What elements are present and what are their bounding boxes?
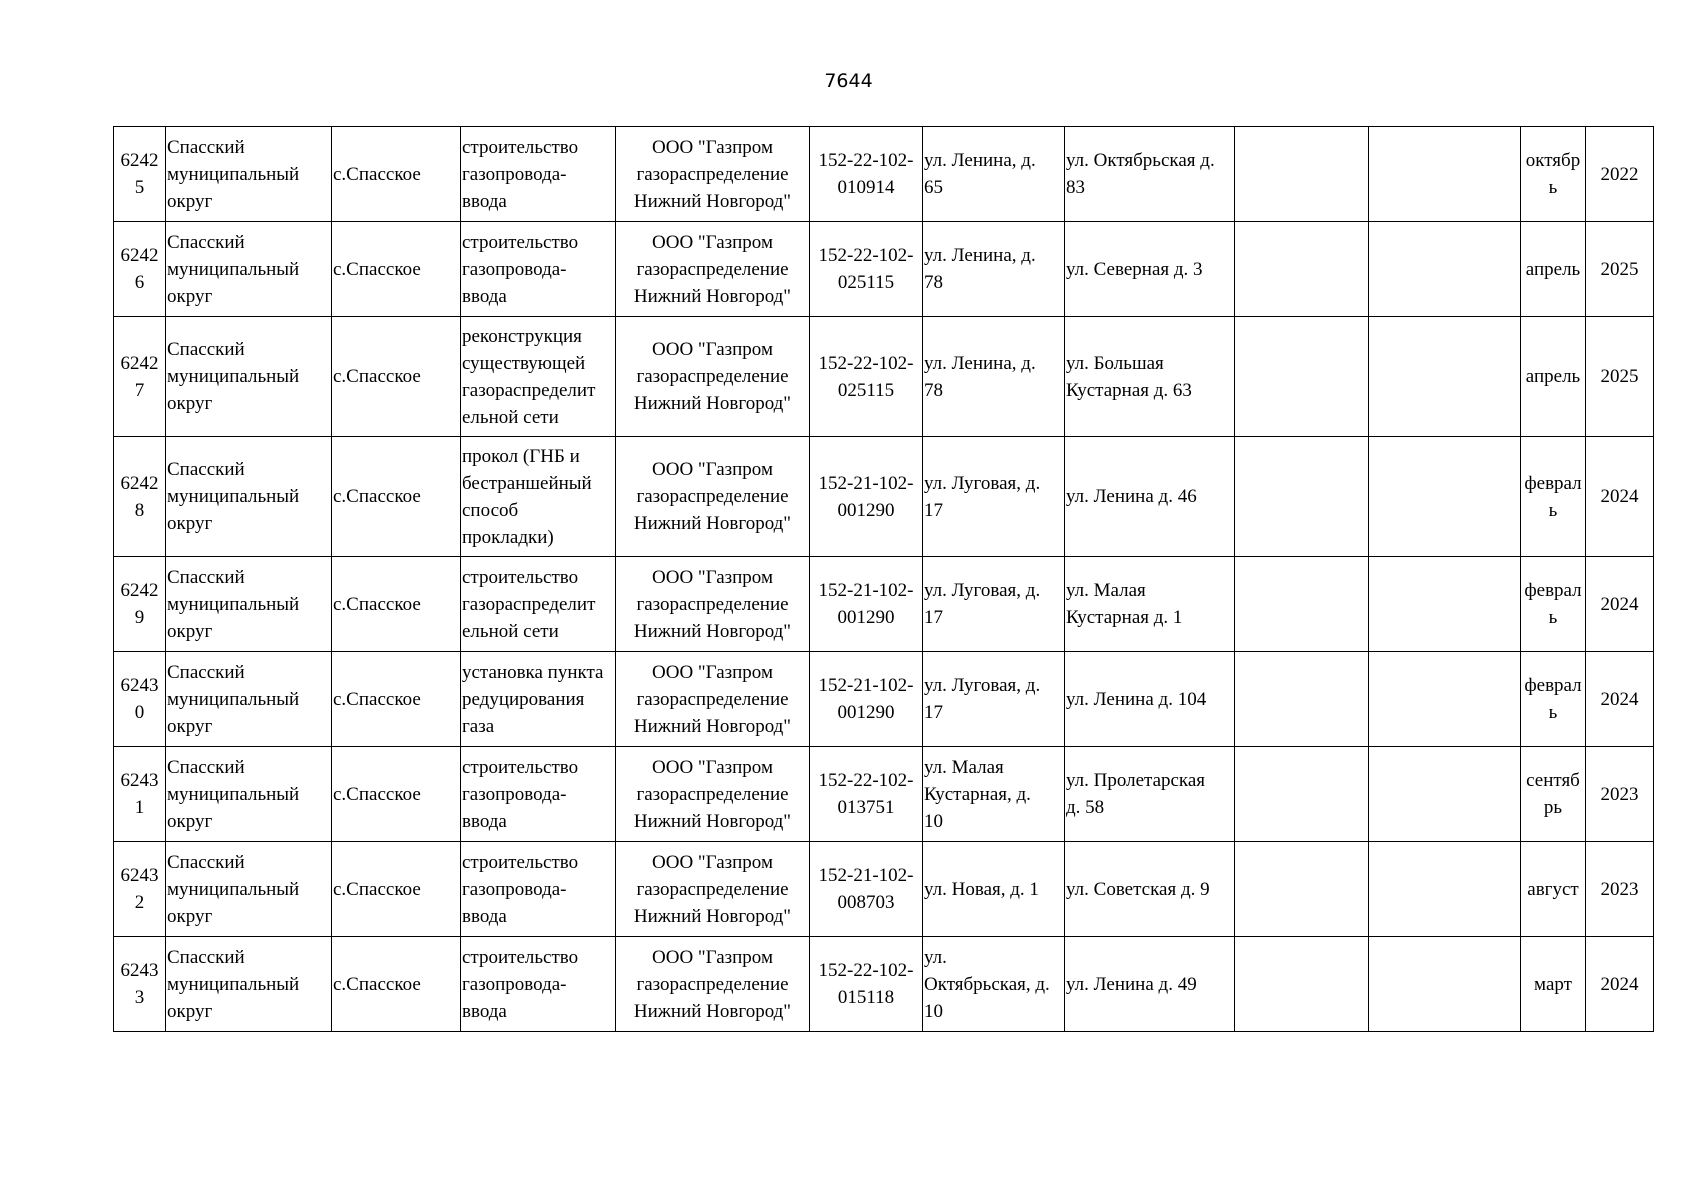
permit-code-cell bbox=[810, 127, 923, 222]
table-row bbox=[114, 842, 1654, 937]
row-number-cell bbox=[114, 842, 166, 937]
locality-text: с.Спасское bbox=[333, 783, 421, 805]
permit-code-text: 152-21-102- 001290 bbox=[818, 580, 914, 628]
year-text: 2024 bbox=[1600, 486, 1639, 507]
month-text: сентяб рь bbox=[1526, 770, 1580, 818]
empty-cell bbox=[1369, 652, 1521, 747]
address-from-text: ул. Луговая, д. 17 bbox=[924, 472, 1041, 521]
locality-cell bbox=[332, 937, 461, 1032]
table-row bbox=[114, 127, 1654, 222]
empty-cell bbox=[1369, 222, 1521, 317]
work-type-text: строительство газопровода- ввода bbox=[462, 136, 579, 212]
organization-text: ООО "Газпром газораспределение Нижний Новгород" bbox=[633, 851, 792, 927]
organization-text: ООО "Газпром газораспределение Нижний Новгород" bbox=[633, 231, 792, 307]
address-to-text: ул. Северная д. 3 bbox=[1066, 258, 1203, 280]
work-type-text: строительство газопровода- ввода bbox=[462, 946, 579, 1022]
row-number-cell bbox=[114, 127, 166, 222]
district-text: Спасский муниципальный округ bbox=[167, 231, 300, 307]
organization-text: ООО "Газпром газораспределение Нижний Новгород" bbox=[633, 661, 792, 737]
work-type-text: реконструкция существующей газораспределит ельной сети bbox=[462, 325, 596, 428]
work-type-text: строительство газопровода- ввода bbox=[462, 851, 579, 927]
empty-cell bbox=[1369, 842, 1521, 937]
locality-cell bbox=[332, 557, 461, 652]
year-cell bbox=[1586, 937, 1654, 1032]
year-cell bbox=[1586, 222, 1654, 317]
permit-code-text: 152-22-102- 025115 bbox=[818, 352, 914, 401]
organization-text: ООО "Газпром газораспределение Нижний Новгород" bbox=[633, 136, 792, 212]
permit-code-cell bbox=[810, 652, 923, 747]
address-from-cell bbox=[923, 557, 1065, 652]
month-cell bbox=[1521, 557, 1586, 652]
table-row bbox=[114, 652, 1654, 747]
address-from-cell bbox=[923, 842, 1065, 937]
table-row bbox=[114, 437, 1654, 557]
page-number: 7644 bbox=[824, 70, 873, 92]
permit-code-text: 152-22-102- 015118 bbox=[818, 960, 914, 1008]
empty-cell bbox=[1235, 652, 1369, 747]
address-from-text: ул. Ленина, д. 78 bbox=[924, 352, 1036, 401]
organization-text: ООО "Газпром газораспределение Нижний Новгород" bbox=[633, 459, 792, 534]
organization-cell bbox=[616, 652, 810, 747]
year-text: 2024 bbox=[1600, 688, 1639, 710]
district-cell bbox=[166, 222, 332, 317]
organization-cell bbox=[616, 437, 810, 557]
organization-cell bbox=[616, 557, 810, 652]
permit-code-cell bbox=[810, 222, 923, 317]
district-text: Спасский муниципальный округ bbox=[167, 136, 300, 212]
empty-cell bbox=[1235, 937, 1369, 1032]
month-text: август bbox=[1527, 878, 1579, 900]
district-text: Спасский муниципальный округ bbox=[167, 851, 300, 927]
permit-code-cell bbox=[810, 747, 923, 842]
work-type-cell bbox=[461, 652, 616, 747]
district-text: Спасский муниципальный округ bbox=[167, 566, 300, 642]
work-type-cell bbox=[461, 557, 616, 652]
locality-cell bbox=[332, 747, 461, 842]
permit-code-cell bbox=[810, 317, 923, 437]
locality-cell bbox=[332, 437, 461, 557]
row-number-text: 6243 3 bbox=[120, 960, 159, 1008]
table-row bbox=[114, 937, 1654, 1032]
permit-code-text: 152-22-102- 010914 bbox=[818, 150, 914, 198]
permit-code-cell bbox=[810, 842, 923, 937]
permit-code-text: 152-21-102- 008703 bbox=[818, 865, 914, 913]
organization-text: ООО "Газпром газораспределение Нижний Новгород" bbox=[633, 946, 792, 1022]
work-type-text: строительство газопровода- ввода bbox=[462, 756, 579, 832]
empty-cell bbox=[1235, 557, 1369, 652]
work-type-cell bbox=[461, 317, 616, 437]
year-text: 2023 bbox=[1600, 783, 1639, 805]
permit-code-text: 152-21-102- 001290 bbox=[818, 675, 914, 723]
address-to-text: ул. Малая Кустарная д. 1 bbox=[1066, 580, 1183, 628]
locality-cell bbox=[332, 842, 461, 937]
organization-text: ООО "Газпром газораспределение Нижний Новгород" bbox=[633, 756, 792, 832]
row-number-text: 6242 9 bbox=[120, 580, 159, 628]
work-type-text: строительство газораспределит ельной сети bbox=[462, 566, 596, 642]
work-type-text: строительство газопровода- ввода bbox=[462, 231, 579, 307]
year-text: 2024 bbox=[1600, 973, 1639, 995]
row-number-text: 6242 6 bbox=[120, 245, 159, 293]
year-text: 2022 bbox=[1600, 163, 1639, 185]
year-text: 2023 bbox=[1600, 878, 1639, 900]
permit-code-cell bbox=[810, 437, 923, 557]
locality-text: с.Спасское bbox=[333, 258, 421, 280]
permit-code-cell bbox=[810, 557, 923, 652]
address-from-text: ул. Новая, д. 1 bbox=[924, 878, 1039, 900]
locality-text: с.Спасское bbox=[333, 973, 421, 995]
locality-text: с.Спасское bbox=[333, 366, 421, 387]
address-from-text: ул. Малая Кустарная, д. 10 bbox=[924, 756, 1031, 832]
year-text: 2025 bbox=[1600, 258, 1639, 280]
address-from-text: ул. Ленина, д. 78 bbox=[924, 245, 1036, 293]
address-from-text: ул. Луговая, д. 17 bbox=[924, 675, 1041, 723]
row-number-text: 6243 1 bbox=[120, 770, 159, 818]
work-type-cell bbox=[461, 842, 616, 937]
work-type-cell bbox=[461, 127, 616, 222]
work-type-cell bbox=[461, 222, 616, 317]
month-text: апрель bbox=[1525, 258, 1581, 280]
table-body bbox=[114, 127, 1654, 1032]
address-to-text: ул. Пролетарская д. 58 bbox=[1066, 770, 1206, 818]
locality-cell bbox=[332, 652, 461, 747]
table-row bbox=[114, 747, 1654, 842]
organization-cell bbox=[616, 937, 810, 1032]
address-to-cell bbox=[1065, 842, 1235, 937]
permit-code-text: 152-22-102- 013751 bbox=[818, 770, 914, 818]
address-from-cell bbox=[923, 652, 1065, 747]
permit-code-text: 152-22-102- 025115 bbox=[818, 245, 914, 293]
permit-code-cell bbox=[810, 937, 923, 1032]
district-cell bbox=[166, 557, 332, 652]
row-number-cell bbox=[114, 317, 166, 437]
empty-cell bbox=[1235, 437, 1369, 557]
empty-cell bbox=[1235, 222, 1369, 317]
month-text: феврал ь bbox=[1524, 675, 1582, 723]
year-cell bbox=[1586, 127, 1654, 222]
district-text: Спасский муниципальный округ bbox=[167, 339, 300, 414]
address-to-cell bbox=[1065, 437, 1235, 557]
row-number-text: 6242 8 bbox=[120, 472, 159, 521]
address-to-cell bbox=[1065, 747, 1235, 842]
district-cell bbox=[166, 127, 332, 222]
work-type-cell bbox=[461, 937, 616, 1032]
address-from-cell bbox=[923, 222, 1065, 317]
month-text: октябр ь bbox=[1525, 150, 1581, 198]
address-to-cell bbox=[1065, 317, 1235, 437]
address-to-cell bbox=[1065, 127, 1235, 222]
empty-cell bbox=[1369, 317, 1521, 437]
organization-cell bbox=[616, 127, 810, 222]
month-cell bbox=[1521, 652, 1586, 747]
district-text: Спасский муниципальный округ bbox=[167, 946, 300, 1022]
year-cell bbox=[1586, 437, 1654, 557]
year-cell bbox=[1586, 842, 1654, 937]
month-text: феврал ь bbox=[1524, 580, 1582, 628]
month-text: март bbox=[1534, 973, 1572, 995]
address-to-cell bbox=[1065, 937, 1235, 1032]
empty-cell bbox=[1235, 317, 1369, 437]
address-to-cell bbox=[1065, 557, 1235, 652]
row-number-text: 6243 0 bbox=[120, 675, 159, 723]
district-cell bbox=[166, 437, 332, 557]
locality-text: с.Спасское bbox=[333, 688, 421, 710]
row-number-cell bbox=[114, 652, 166, 747]
empty-cell bbox=[1369, 557, 1521, 652]
work-type-text: установка пункта редуцирования газа bbox=[462, 661, 604, 737]
organization-cell bbox=[616, 842, 810, 937]
locality-text: с.Спасское bbox=[333, 486, 421, 507]
year-cell bbox=[1586, 557, 1654, 652]
empty-cell bbox=[1369, 747, 1521, 842]
month-cell bbox=[1521, 842, 1586, 937]
organization-text: ООО "Газпром газораспределение Нижний Новгород" bbox=[633, 339, 792, 414]
month-cell bbox=[1521, 222, 1586, 317]
address-from-cell bbox=[923, 317, 1065, 437]
table-row bbox=[114, 222, 1654, 317]
address-to-cell bbox=[1065, 652, 1235, 747]
district-text: Спасский муниципальный округ bbox=[167, 756, 300, 832]
row-number-text: 6242 5 bbox=[120, 150, 159, 198]
empty-cell bbox=[1235, 127, 1369, 222]
year-text: 2024 bbox=[1600, 593, 1639, 615]
address-to-text: ул. Большая Кустарная д. 63 bbox=[1066, 352, 1192, 401]
empty-cell bbox=[1369, 127, 1521, 222]
permit-code-text: 152-21-102- 001290 bbox=[818, 472, 914, 521]
empty-cell bbox=[1369, 437, 1521, 557]
address-from-cell bbox=[923, 127, 1065, 222]
work-type-cell bbox=[461, 437, 616, 557]
row-number-cell bbox=[114, 747, 166, 842]
month-cell bbox=[1521, 747, 1586, 842]
locality-cell bbox=[332, 317, 461, 437]
address-to-text: ул. Ленина д. 46 bbox=[1066, 486, 1197, 507]
organization-cell bbox=[616, 317, 810, 437]
row-number-cell bbox=[114, 937, 166, 1032]
locality-cell bbox=[332, 127, 461, 222]
empty-cell bbox=[1235, 747, 1369, 842]
organization-text: ООО "Газпром газораспределение Нижний Новгород" bbox=[633, 566, 792, 642]
month-cell bbox=[1521, 437, 1586, 557]
row-number-cell bbox=[114, 557, 166, 652]
work-type-cell bbox=[461, 747, 616, 842]
locality-text: с.Спасское bbox=[333, 163, 421, 185]
month-cell bbox=[1521, 317, 1586, 437]
district-cell bbox=[166, 747, 332, 842]
row-number-cell bbox=[114, 437, 166, 557]
month-cell bbox=[1521, 937, 1586, 1032]
address-from-text: ул. Ленина, д. 65 bbox=[924, 150, 1036, 198]
empty-cell bbox=[1369, 937, 1521, 1032]
address-from-cell bbox=[923, 747, 1065, 842]
address-from-text: ул. Луговая, д. 17 bbox=[924, 580, 1041, 628]
row-number-text: 6243 2 bbox=[120, 865, 159, 913]
month-text: феврал ь bbox=[1524, 472, 1582, 521]
table-row bbox=[114, 557, 1654, 652]
district-cell bbox=[166, 317, 332, 437]
address-to-text: ул. Октябрьская д. 83 bbox=[1066, 150, 1215, 198]
address-from-cell bbox=[923, 437, 1065, 557]
organization-cell bbox=[616, 747, 810, 842]
organization-cell bbox=[616, 222, 810, 317]
address-to-text: ул. Советская д. 9 bbox=[1066, 878, 1210, 900]
year-cell bbox=[1586, 747, 1654, 842]
address-to-text: ул. Ленина д. 49 bbox=[1066, 973, 1197, 995]
works-table bbox=[113, 126, 1654, 1032]
locality-cell bbox=[332, 222, 461, 317]
district-cell bbox=[166, 937, 332, 1032]
district-cell bbox=[166, 842, 332, 937]
district-text: Спасский муниципальный округ bbox=[167, 661, 300, 737]
year-text: 2025 bbox=[1600, 366, 1639, 387]
year-cell bbox=[1586, 652, 1654, 747]
empty-cell bbox=[1235, 842, 1369, 937]
address-from-text: ул. Октябрьская, д. 10 bbox=[924, 946, 1050, 1022]
work-type-text: прокол (ГНБ и бестраншейный способ прокладки) bbox=[462, 445, 592, 548]
address-to-cell bbox=[1065, 222, 1235, 317]
row-number-cell bbox=[114, 222, 166, 317]
district-text: Спасский муниципальный округ bbox=[167, 459, 300, 534]
address-to-text: ул. Ленина д. 104 bbox=[1066, 688, 1207, 710]
table-row bbox=[114, 317, 1654, 437]
month-cell bbox=[1521, 127, 1586, 222]
locality-text: с.Спасское bbox=[333, 878, 421, 900]
district-cell bbox=[166, 652, 332, 747]
month-text: апрель bbox=[1525, 366, 1581, 387]
locality-text: с.Спасское bbox=[333, 593, 421, 615]
year-cell bbox=[1586, 317, 1654, 437]
address-from-cell bbox=[923, 937, 1065, 1032]
row-number-text: 6242 7 bbox=[120, 352, 159, 401]
